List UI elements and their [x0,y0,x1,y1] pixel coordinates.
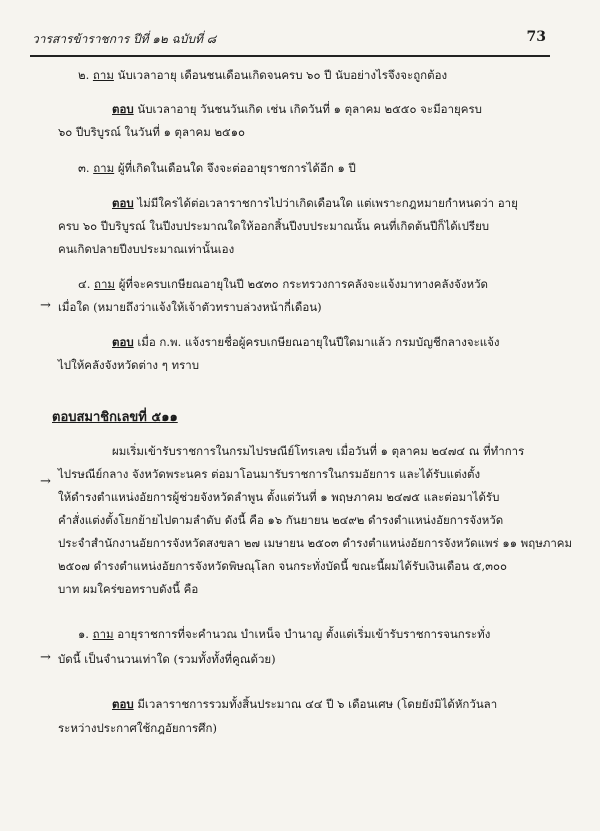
paragraph-line-6: ๒๕๐๗ ดำรงตำแหน่งอัยการจังหวัดพิษณุโลก จนกระทั่งบัดนี้ ขณะนี้ผมได้รับเงินเดือน ๕,๓๐๐ [58,559,507,573]
question-number: ๔. [78,277,91,291]
question-3 [78,160,356,176]
question-text: ผู้ที่เกิดในเดือนใด จึงจะต่ออายุราชการได้อีก ๑ ปี [117,161,356,175]
answer-3-line-1 [112,195,518,211]
answer-label: ตอบ [112,335,134,349]
answer-3-line-2: ครบ ๖๐ ปีบริบูรณ์ ในปีงบประมาณใดให้ออกสิ้นปีงบประมาณนั้น คนที่เกิดต้นปีก็ได้เปรียบ [58,219,490,233]
question-label: ถาม [92,627,114,641]
paragraph-line-1: ผมเริ่มเข้ารับราชการในกรมไปรษณีย์โทรเลข เมื่อวันที่ ๑ ตุลาคม ๒๔๗๔ ณ ที่ทำการ [112,444,525,458]
paragraph-line-7: บาท ผมใคร่ขอทราบดังนี้ คือ [58,582,199,596]
margin-arrow-icon: → [40,298,51,313]
answer-text: เมื่อ ก.พ. แจ้งรายชื่อผู้ครบเกษียณอายุในปีใดมาแล้ว กรมบัญชีกลางจะแจ้ง [137,335,500,349]
paragraph-line-4: คำสั่งแต่งตั้งโยกย้ายไปตามลำดับ ดังนี้ คือ ๑๖ กันยายน ๒๔๙๒ ดำรงตำแหน่งอัยการจังหวัด [58,513,504,527]
section2-answer-1-line-1 [112,696,497,712]
question-4-line-2: เมื่อใด (หมายถึงว่าแจ้งให้เจ้าตัวทราบล่วงหน้ากี่เดือน) [58,300,322,314]
answer-label: ตอบ [112,196,134,210]
question-label: ถาม [92,68,114,82]
answer-2-line-2: ๖๐ ปีบริบูรณ์ ในวันที่ ๑ ตุลาคม ๒๕๑๐ [58,125,246,139]
page-number: 73 [526,29,546,45]
answer-text: ไม่มีใครได้ต่อเวลาราชการไปว่าเกิดเดือนใด แต่เพราะกฎหมายกำหนดว่า อายุ [137,196,518,210]
answer-2-line-1 [112,101,482,117]
answer-4-line-2: ไปให้คลังจังหวัดต่าง ๆ ทราบ [58,358,200,372]
question-text: อายุราชการที่จะคำนวณ บำเหน็จ บำนาญ ตั้งแต่เริ่มเข้ารับราชการจนกระทั่ง [117,627,491,641]
question-number: ๒. [78,68,90,82]
question-text: นับเวลาอายุ เดือนชนเดือนเกิดจนครบ ๖๐ ปี นับอย่างไรจึงจะถูกต้อง [117,68,448,82]
question-label: ถาม [93,161,115,175]
paragraph-line-3: ให้ดำรงตำแหน่งอัยการผู้ช่วยจังหวัดลำพูน ตั้งแต่วันที่ ๑ พฤษภาคม ๒๔๗๕ และต่อมาได้รับ [58,490,500,504]
margin-arrow-icon: → [40,650,51,665]
section2-question-1 [78,626,490,642]
margin-arrow-icon: → [40,474,51,489]
question-text: ผู้ที่จะครบเกษียณอายุในปี ๒๕๓๐ กระทรวงการคลังจะแจ้งมาทางคลังจังหวัด [118,277,489,291]
answer-label: ตอบ [112,102,134,116]
answer-3-line-3: คนเกิดปลายปีงบประมาณเท่านั้นเอง [58,242,235,256]
section2-answer-1-line-2: ระหว่างประกาศใช้กฎอัยการศึก) [58,721,217,735]
answer-text: มีเวลาราชการรวมทั้งสิ้นประมาณ ๔๔ ปี ๖ เดือนเศษ (โดยยังมิได้หักวันลา [137,697,498,711]
answer-text: นับเวลาอายุ วันชนวันเกิด เช่น เกิดวันที่ ๑ ตุลาคม ๒๕๕๐ จะมีอายุครบ [137,102,482,116]
section2-question-1-line-2: บัดนี้ เป็นจำนวนเท่าใด (รวมทั้งทั้งที่คูณด้วย) [58,652,276,666]
paragraph-line-2: ไปรษณีย์กลาง จังหวัดพระนคร ต่อมาโอนมารับราชการในกรมอัยการ และได้รับแต่งตั้ง [58,467,481,481]
header-rule [30,55,550,57]
question-number: ๑. [78,627,89,641]
question-4 [78,276,488,292]
paragraph-line-5: ประจำสำนักงานอัยการจังหวัดสงขลา ๒๗ เมษายน ๒๕๐๓ ดำรงตำแหน่งอัยการจังหวัดแพร่ ๑๑ พฤษภาคม [58,536,573,550]
answer-4-line-1 [112,334,500,350]
question-label: ถาม [94,277,116,291]
journal-title: วารสารข้าราชการ ปีที่ ๑๒ ฉบับที่ ๘ [32,32,217,46]
question-2 [78,67,447,83]
question-number: ๓. [78,161,90,175]
answer-label: ตอบ [112,697,134,711]
section-heading: ตอบสมาชิกเลขที่ ๕๑๑ [52,410,178,425]
